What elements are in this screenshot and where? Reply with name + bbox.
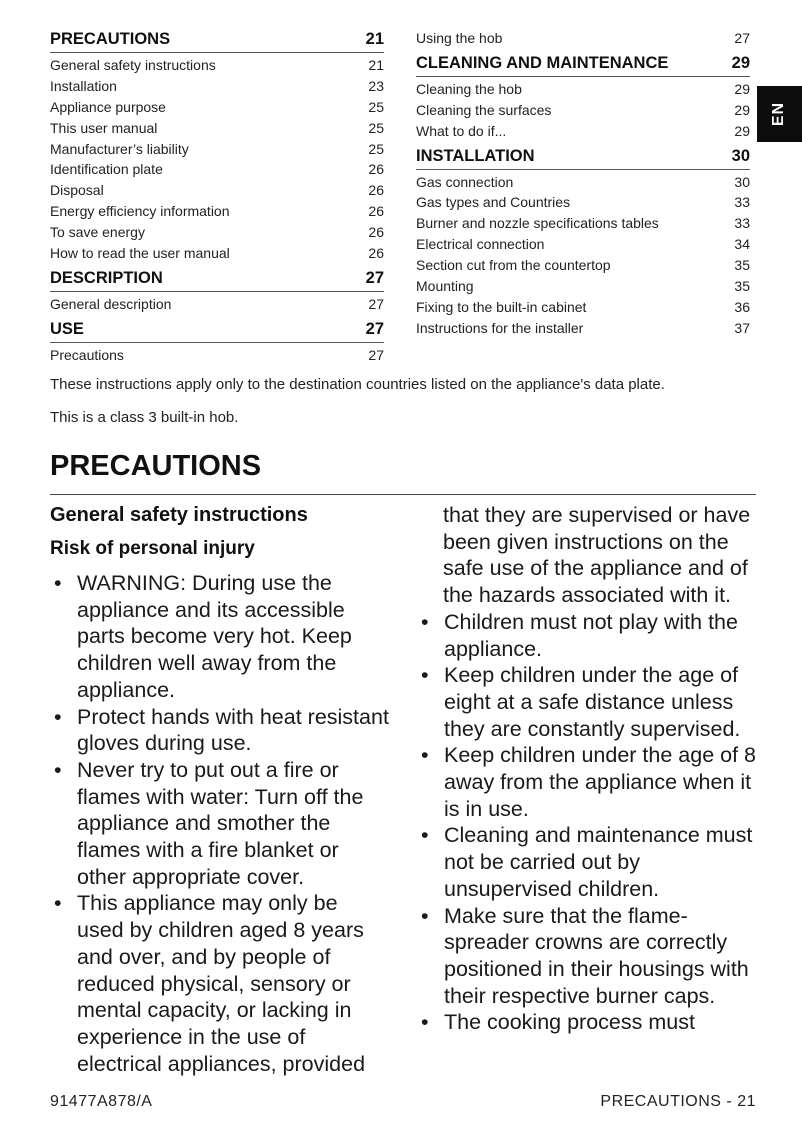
toc-label: Precautions <box>50 346 124 363</box>
safety-bullet-item <box>417 742 762 822</box>
toc-right-column <box>416 28 750 339</box>
safety-bullet-item <box>50 570 390 704</box>
toc-entry-row <box>416 28 750 49</box>
toc-entry-row <box>416 255 750 276</box>
page-heading: PRECAUTIONS <box>50 450 262 482</box>
toc-label: DESCRIPTION <box>50 268 163 287</box>
bullet-text: This appliance may only be used by children aged 8 years and over, and by people of reduced physical, sensory or mental capacity, or lacking in experience in the use of electrical appliances, provided <box>77 891 366 1076</box>
toc-page-number: 33 <box>734 215 750 232</box>
toc-label: Fixing to the built-in cabinet <box>416 298 587 315</box>
toc-label: Using the hob <box>416 30 503 46</box>
toc-label: What to do if... <box>416 122 507 139</box>
bullet-icon: • <box>54 571 62 595</box>
bullet-text: Never try to put out a fire or flames with water: Turn off the appliance and smother the flames with a fire blanket or other appropriate cover. <box>77 757 364 889</box>
toc-page-number: 27 <box>368 346 384 363</box>
bullet-icon: • <box>421 903 429 928</box>
toc-entry-row <box>416 213 750 234</box>
toc-page-number: 21 <box>365 30 384 48</box>
toc-label: CLEANING AND MAINTENANCE <box>416 53 669 72</box>
toc-label: General safety instructions <box>50 57 216 73</box>
toc-page-number: 25 <box>368 98 384 115</box>
toc-page-number: 26 <box>368 203 384 220</box>
toc-entry-row <box>50 76 384 97</box>
safety-list-right <box>417 609 762 1036</box>
toc-label: Cleaning the surfaces <box>416 101 552 118</box>
bullet-icon: • <box>54 704 62 729</box>
language-tab <box>757 86 802 142</box>
toc-page-number: 26 <box>368 182 384 199</box>
footer-page-label: PRECAUTIONS - 21 <box>600 1093 756 1110</box>
toc-label: How to read the user manual <box>50 245 230 262</box>
bullet-icon: • <box>421 1010 429 1035</box>
bullet-text: WARNING: During use the appliance and its accessible parts become very hot. Keep children well away from the appliance. <box>77 571 352 702</box>
toc-entry-row <box>416 121 750 142</box>
toc-page-number: 23 <box>368 77 384 94</box>
safety-bullet-item <box>417 903 762 1010</box>
toc-label: Gas connection <box>416 173 514 190</box>
toc-label: Electrical connection <box>416 236 545 253</box>
bullet-text: The cooking process must <box>444 1010 695 1035</box>
safety-list-left <box>50 570 390 1077</box>
toc-page-number: 27 <box>365 268 384 287</box>
safety-bullet-item <box>417 1009 762 1036</box>
toc-entry-row <box>50 139 384 160</box>
toc-entry-row <box>50 118 384 139</box>
toc-entry-row <box>416 234 750 255</box>
toc-entry-row <box>416 318 750 339</box>
toc-entry-row <box>50 180 384 201</box>
safety-bullet-item <box>50 757 390 891</box>
bullet-text: Keep children under the age of eight at a safe distance unless they are constantly supervised. <box>444 663 741 741</box>
toc-entry-row <box>50 294 384 315</box>
toc-label: Gas types and Countries <box>416 194 571 211</box>
toc-entry-row <box>50 55 384 76</box>
toc-label: Installation <box>50 77 117 94</box>
toc-label: Section cut from the countertop <box>416 257 611 274</box>
toc-section-row <box>50 267 384 292</box>
safety-bullet-item <box>417 662 762 742</box>
toc-label: Manufacturer’s liability <box>50 140 189 157</box>
toc-label: Mounting <box>416 278 474 295</box>
bullet-text: Make sure that the flame-spreader crowns are correctly positioned in their housings with their respective burner caps. <box>444 903 749 1008</box>
body-right-column <box>417 502 762 1036</box>
toc-entry-row <box>50 222 384 243</box>
safety-bullet-item <box>50 890 390 1077</box>
bullet-icon: • <box>421 609 429 634</box>
toc-label: Burner and nozzle specifications tables <box>416 215 659 232</box>
bullet-icon: • <box>421 743 429 768</box>
safety-bullet-item <box>417 609 762 662</box>
toc-entry-row <box>50 345 384 366</box>
safety-bullet-item <box>417 822 762 902</box>
toc-entry-row <box>416 79 750 100</box>
toc-page-number: 27 <box>365 319 384 338</box>
toc-page-number: 29 <box>731 53 750 72</box>
toc-entry-row <box>50 201 384 222</box>
toc-label: General description <box>50 295 172 312</box>
toc-page-number: 36 <box>734 298 750 315</box>
toc-label: INSTALLATION <box>416 146 535 165</box>
toc-page-number: 35 <box>734 257 750 274</box>
language-tab-label: EN <box>770 101 788 127</box>
toc-page-number: 26 <box>368 245 384 262</box>
toc-label: Instructions for the installer <box>416 319 584 336</box>
heading-divider <box>50 494 756 495</box>
bullet-icon: • <box>421 663 429 688</box>
toc-page-number: 29 <box>734 80 750 97</box>
toc-entry-row <box>50 97 384 118</box>
bullet-text: Cleaning and maintenance must not be carried out by unsupervised children. <box>444 823 753 901</box>
toc-entry-row <box>416 172 750 193</box>
toc-label: Disposal <box>50 182 104 199</box>
toc-label: Energy efficiency information <box>50 203 230 220</box>
toc-page-number: 30 <box>731 146 750 165</box>
toc-label: Appliance purpose <box>50 98 166 115</box>
toc-label: PRECAUTIONS <box>50 30 171 48</box>
toc-entry-row <box>50 159 384 180</box>
toc-page-number: 25 <box>368 119 384 136</box>
intro-class-note: This is a class 3 built-in hob. <box>50 409 239 426</box>
intro-destination-note: These instructions apply only to the destination countries listed on the appliance's data plate. <box>50 376 665 393</box>
toc-page-number: 34 <box>734 236 750 253</box>
toc-page-number: 37 <box>734 319 750 336</box>
toc-entry-row <box>416 276 750 297</box>
toc-page-number: 21 <box>368 57 384 73</box>
toc-page-number: 27 <box>368 295 384 312</box>
toc-page-number: 26 <box>368 161 384 178</box>
toc-left-column <box>50 28 384 366</box>
toc-label: USE <box>50 319 84 338</box>
toc-page-number: 30 <box>734 173 750 190</box>
toc-page-number: 33 <box>734 194 750 211</box>
toc-section-row <box>416 145 750 170</box>
bullet-icon: • <box>54 891 62 916</box>
toc-entry-row <box>416 192 750 213</box>
subheading-general-safety: General safety instructions <box>50 504 308 526</box>
toc-page-number: 26 <box>368 224 384 241</box>
toc-label: To save energy <box>50 224 145 241</box>
bullet-text: Keep children under the age of 8 away from the appliance when it is in use. <box>444 743 756 821</box>
safety-bullet-item <box>50 704 390 757</box>
bullet-text: Children must not play with the appliance. <box>444 609 738 661</box>
toc-page-number: 29 <box>734 101 750 118</box>
toc-entry-row <box>416 297 750 318</box>
toc-label: Identification plate <box>50 161 163 178</box>
toc-page-number: 27 <box>734 30 750 46</box>
body-left-column <box>50 500 390 1077</box>
bullet-icon: • <box>421 823 429 848</box>
toc-entry-row <box>50 243 384 264</box>
subheading-risk-injury: Risk of personal injury <box>50 538 255 559</box>
toc-section-row <box>50 28 384 53</box>
toc-section-row <box>416 52 750 77</box>
bullet-icon: • <box>54 757 62 782</box>
toc-section-row <box>50 318 384 343</box>
toc-page-number: 25 <box>368 140 384 157</box>
bullet-text: Protect hands with heat resistant gloves during use. <box>77 704 389 756</box>
toc-page-number: 35 <box>734 278 750 295</box>
toc-label: This user manual <box>50 119 158 136</box>
continued-bullet-text: that they are supervised or have been given instructions on the safe use of the appliance and of the hazards associated with it. <box>443 503 751 608</box>
toc-label: Cleaning the hob <box>416 80 522 97</box>
toc-entry-row <box>416 100 750 121</box>
toc-page-number: 29 <box>734 122 750 139</box>
footer-doc-code: 91477A878/A <box>50 1093 153 1110</box>
